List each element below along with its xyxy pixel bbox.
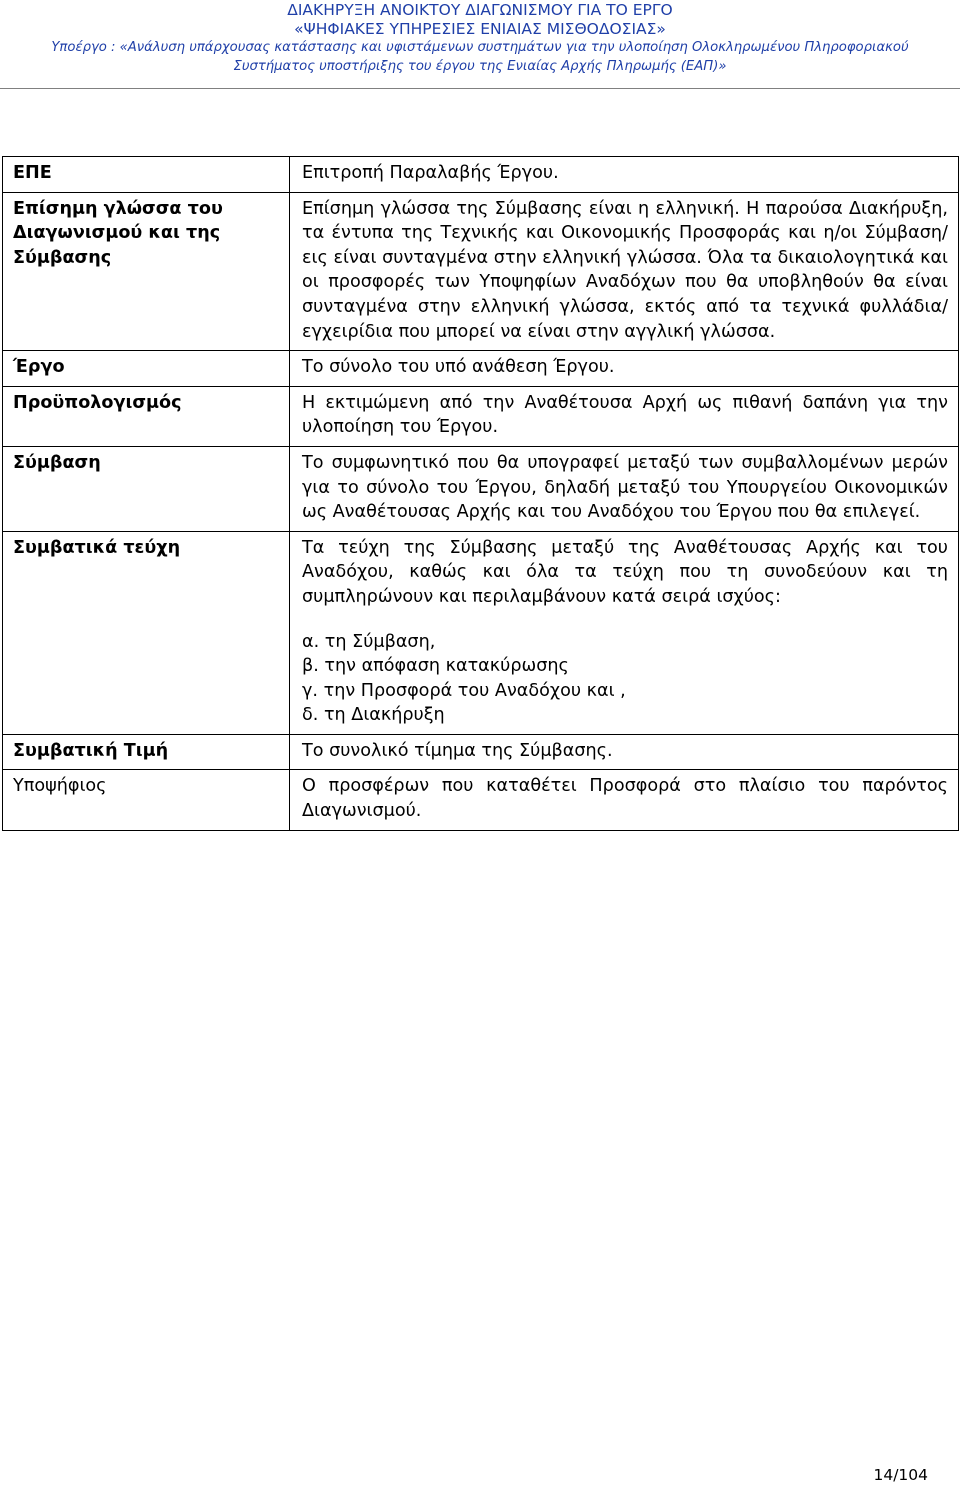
definition-official-language: Επίσημη γλώσσα της Σύμβασης είναι η ελληνική. Η παρούσα Διακήρυξη, τα έντυπα της Τεχνικής και Οικονομικής Προσφοράς και η/οι Σύμβαση/εις είναι συνταγμένα στην ελληνική γλώσσα. Όλα τα δικαιολογητικά και οι προσφορές των Υποψηφίων Αναδόχων που θα υποβληθούν θα είναι συνταγμένα στην ελληνική γλώσσα, εκτός από τα τεχνικά φυλλάδια/ εγχειρίδια που μπορεί να είναι στην αγγλική γλώσσα.: [290, 192, 959, 351]
table-row: [3, 192, 959, 351]
table-row: [3, 734, 959, 770]
term-epe: ΕΠΕ: [3, 157, 290, 193]
page-number: 14/104: [873, 1466, 928, 1484]
term-contract-price: Συμβατική Τιμή: [3, 734, 290, 770]
header-subproject-line-2: Συστήματος υποστήριξης του έργου της Ενιαίας Αρχής Πληρωμής (ΕΑΠ)»: [233, 59, 727, 74]
definition-epe: Επιτροπή Παραλαβής Έργου.: [290, 157, 959, 193]
list-item: δ. τη Διακήρυξη: [302, 705, 445, 726]
term-budget: Προϋπολογισμός: [3, 386, 290, 446]
definition-contract-documents-text: Τα τεύχη της Σύμβασης μεταξύ της Αναθέτουσας Αρχής και του Αναδόχου, καθώς και όλα τα τεύχη που τη συνοδεύουν και τη συμπληρώνουν και περιλαμβάνουν κατά σειρά ισχύος:: [302, 537, 948, 607]
list-item: α. τη Σύμβαση,: [302, 631, 436, 652]
definition-contract-price: Το συνολικό τίμημα της Σύμβασης.: [290, 734, 959, 770]
page-header: [0, 0, 960, 89]
definition-contract: Το συμφωνητικό που θα υπογραφεί μεταξύ των συμβαλλομένων μερών για το σύνολο του Έργου, δηλαδή μεταξύ του Υπουργείου Οικονομικών ως Αναθέτουσας Αρχής και του Αναδόχου του Έργου που θα επιλεγεί.: [290, 446, 959, 531]
term-official-language: Επίσημη γλώσσα του Διαγωνισμού και της Σύμβασης: [3, 192, 290, 351]
term-contract: Σύμβαση: [3, 446, 290, 531]
term-contract-documents: Συμβατικά τεύχη: [3, 531, 290, 734]
definition-project: Το σύνολο του υπό ανάθεση Έργου.: [290, 351, 959, 387]
definitions-table: [2, 156, 959, 831]
definition-budget: Η εκτιμώμενη από την Αναθέτουσα Αρχή ως πιθανή δαπάνη για την υλοποίηση του Έργου.: [290, 386, 959, 446]
term-candidate: Υποψήφιος: [3, 770, 290, 830]
term-project: Έργο: [3, 351, 290, 387]
table-row: [3, 531, 959, 734]
list-item: β. την απόφαση κατακύρωσης: [302, 656, 569, 677]
header-tender-title: ΔΙΑΚΗΡΥΞΗ ΑΝΟΙΚΤΟΥ ΔΙΑΓΩΝΙΣΜΟΥ ΓΙΑ ΤΟ ΕΡΓΟ: [287, 1, 673, 19]
contract-documents-list: [302, 630, 948, 728]
header-subproject-line-1: Υποέργο : «Ανάλυση υπάρχουσας κατάστασης και υφιστάμενων συστημάτων για την υλοποίηση Ολοκληρωμένου Πληροφοριακού: [51, 40, 909, 55]
table-row: [3, 386, 959, 446]
table-row: [3, 770, 959, 830]
definition-contract-documents: [290, 531, 959, 734]
list-item: γ. την Προσφορά του Αναδόχου και ,: [302, 680, 626, 701]
table-row: [3, 446, 959, 531]
table-row: [3, 157, 959, 193]
table-row: [3, 351, 959, 387]
definition-candidate: Ο προσφέρων που καταθέτει Προσφορά στο πλαίσιο του παρόντος Διαγωνισμού.: [290, 770, 959, 830]
header-project-title: «ΨΗΦΙΑΚΕΣ ΥΠΗΡΕΣΙΕΣ ΕΝΙΑΙΑΣ ΜΙΣΘΟΔΟΣΙΑΣ»: [294, 20, 666, 38]
